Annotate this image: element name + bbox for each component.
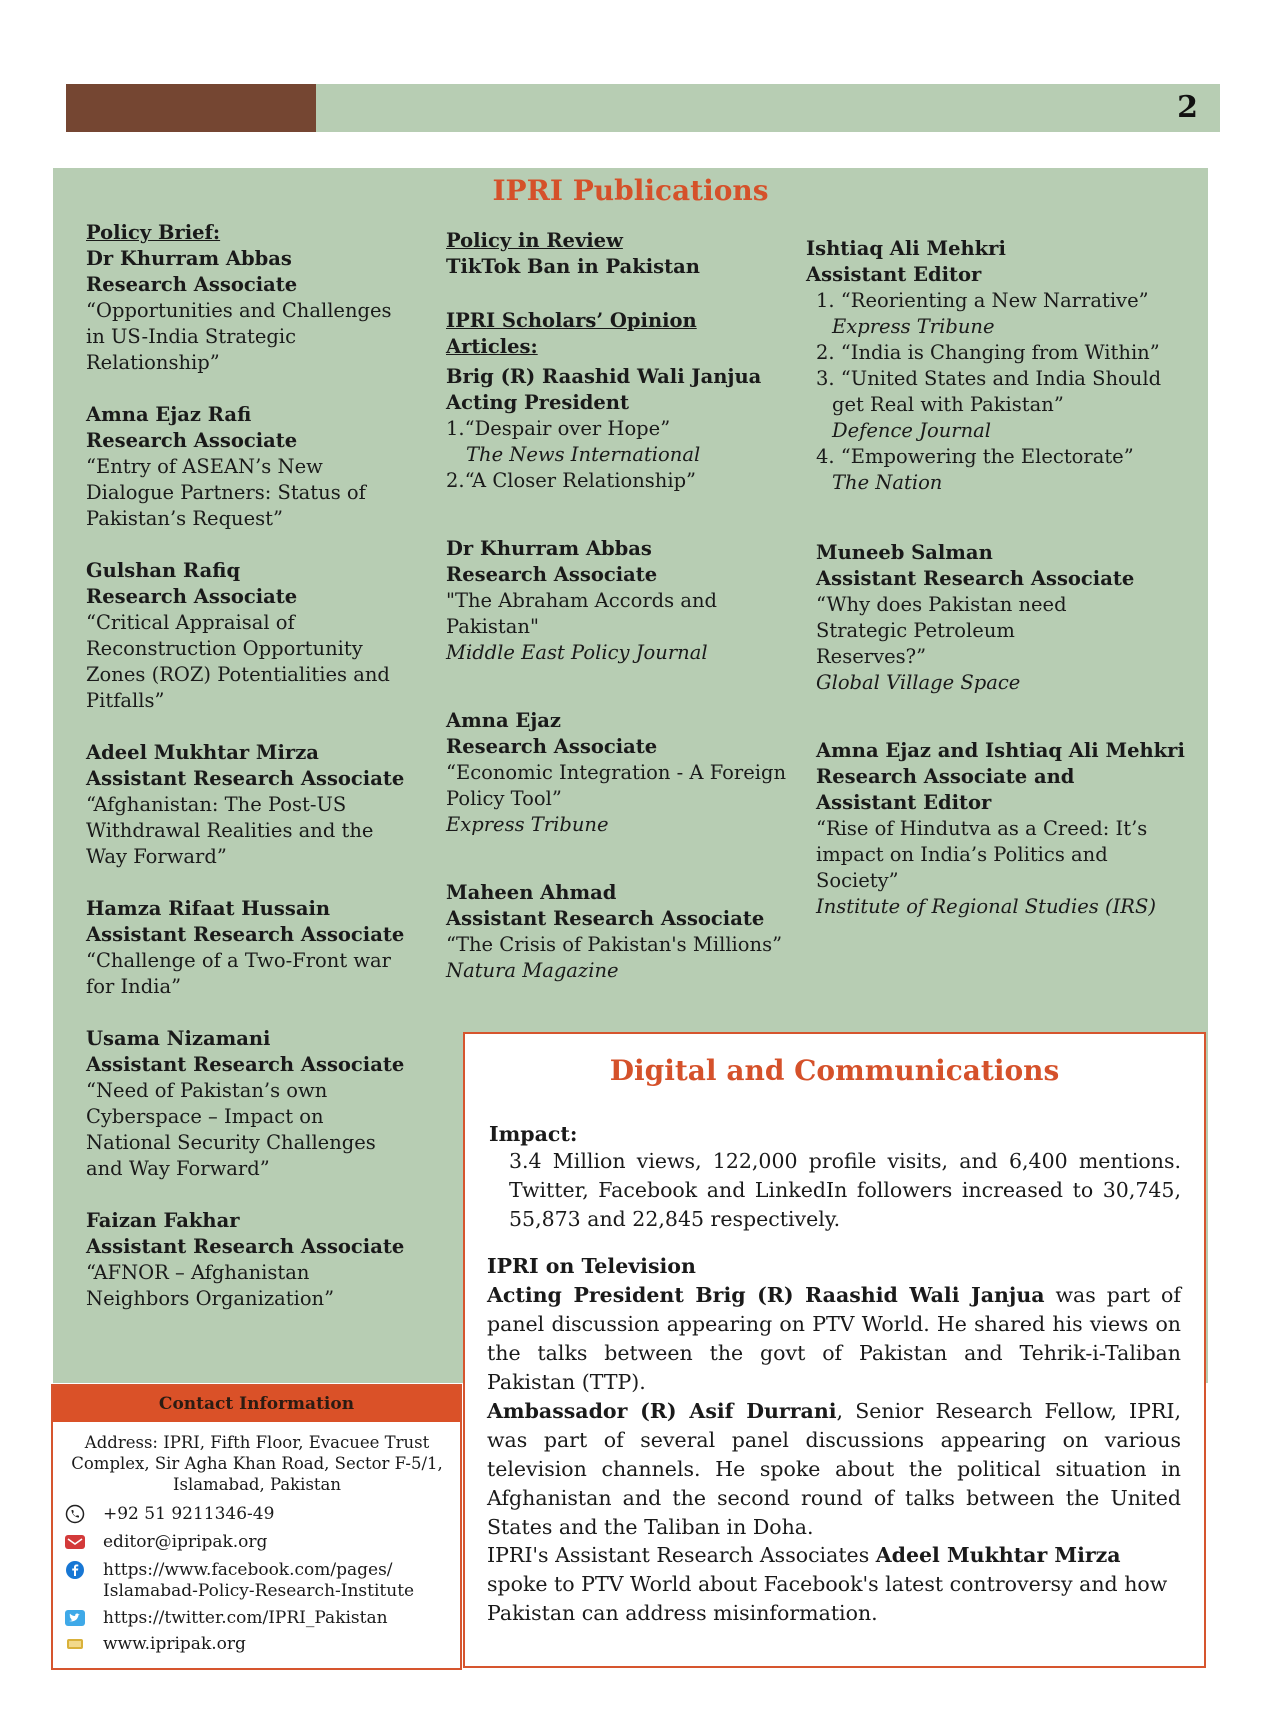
contact-twitter[interactable]: https://twitter.com/IPRI_Pakistan	[103, 1608, 388, 1628]
article-source: Global Village Space	[816, 671, 1021, 694]
publication-entry	[86, 1208, 406, 1312]
author-role: Assistant Research Associate	[86, 923, 405, 946]
publication-entry	[86, 246, 406, 376]
author-name: Dr Khurram Abbas	[446, 537, 652, 560]
author-role: Assistant Research Associate	[816, 567, 1135, 590]
author-role: Research Associate	[446, 563, 658, 586]
facebook-icon	[63, 1560, 87, 1580]
article-source: Express Tribune	[446, 813, 609, 836]
author-role: Research Associate	[86, 273, 298, 296]
contact-website-row	[63, 1634, 246, 1655]
article-title: “Economic Integration - A Foreign Policy Tool”	[446, 761, 787, 810]
author-name: Faizan Fakhar	[86, 1209, 240, 1232]
twitter-icon	[63, 1608, 87, 1628]
durrani-name: Ambassador (R) Asif Durrani	[487, 1399, 837, 1423]
publication-title: “Entry of ASEAN’s New Dialogue Partners: Status of Pakistan’s Request”	[86, 455, 366, 530]
author-name: Gulshan Rafiq	[86, 559, 241, 582]
article-source: Defence Journal	[832, 419, 992, 442]
digital-communications-box	[463, 1032, 1206, 1668]
policy-brief-column	[86, 220, 406, 1312]
mirza-name: Adeel Mukhtar Mirza	[875, 1543, 1121, 1567]
author-role: Assistant Editor	[806, 263, 982, 286]
author-role: Assistant Research Associate	[446, 907, 765, 930]
publication-entry	[86, 896, 406, 1000]
article-source: Express Tribune	[832, 315, 995, 338]
phone-icon	[63, 1504, 87, 1524]
contact-address: Address: IPRI, Fifth Floor, Evacuee Trust Complex, Sir Agha Khan Road, Sector F-5/1, Islamabad, Pakistan	[71, 1433, 443, 1494]
contact-facebook-row	[63, 1560, 414, 1602]
paragraph-text: IPRI's Assistant Research Associates	[487, 1543, 876, 1567]
web-icon	[63, 1634, 87, 1654]
author-name: Adeel Mukhtar Mirza	[86, 741, 319, 764]
contact-phone-row	[63, 1504, 274, 1525]
article-source: The Nation	[832, 471, 943, 494]
article-source: The News International	[466, 443, 701, 466]
paragraph-text: spoke to PTV World about Facebook's latest controversy and how Pakistan can address misinformation.	[487, 1572, 1168, 1625]
article-title: 4. “Empowering the Electorate”	[816, 445, 1134, 468]
publication-entry	[806, 236, 1186, 496]
article-source: Natura Magazine	[446, 959, 619, 982]
publication-entry	[86, 402, 406, 532]
article-title: 2. “India is Changing from Within”	[816, 341, 1160, 364]
author-name: Amna Ejaz	[446, 709, 561, 732]
publication-title: “Need of Pakistan’s own Cyberspace – Impact on National Security Challenges and Way Forward”	[86, 1079, 376, 1180]
publication-entry	[806, 738, 1186, 920]
article-source: Middle East Policy Journal	[446, 641, 708, 664]
impact-text: 3.4 Million views, 122,000 profile visits, and 6,400 mentions. Twitter, Facebook and LinkedIn followers increased to 30,745, 55,873 and 22,845 respectively.	[509, 1149, 1181, 1231]
author-name: Ishtiaq Ali Mehkri	[806, 237, 1006, 260]
article-source: Institute of Regional Studies (IRS)	[816, 895, 1156, 918]
author-name: Hamza Rifaat Hussain	[86, 897, 331, 920]
author-role: Research Associate and Assistant Editor	[816, 765, 1075, 814]
author-role: Research Associate	[86, 429, 298, 452]
policy-in-review-heading: Policy in Review	[446, 229, 623, 252]
digital-communications-title: Digital and Communications	[609, 1054, 1060, 1087]
contact-phone: +92 51 9211346-49	[103, 1504, 275, 1524]
contact-information-box	[51, 1384, 462, 1670]
facebook-url-line1: https://www.facebook.com/pages/	[103, 1560, 393, 1580]
header-accent-block	[66, 84, 316, 132]
author-name: Amna Ejaz Rafi	[86, 403, 252, 426]
author-role: Assistant Research Associate	[86, 767, 405, 790]
publications-title: IPRI Publications	[492, 174, 769, 207]
publication-entry	[86, 740, 406, 870]
publication-entry	[86, 558, 406, 714]
author-name: Muneeb Salman	[816, 541, 993, 564]
tv-paragraph-mirza	[487, 1541, 1181, 1628]
contact-facebook[interactable]	[103, 1560, 414, 1602]
publication-title: “Opportunities and Challenges in US-India Strategic Relationship”	[86, 299, 392, 374]
article-title: “Rise of Hindutva as a Creed: It’s impact on India’s Politics and Society”	[816, 817, 1148, 892]
publication-title: “AFNOR – Afghanistan Neighbors Organization”	[86, 1261, 335, 1310]
article-title: "The Abraham Accords and Pakistan"	[446, 589, 718, 638]
article-title: “The Crisis of Pakistan's Millions”	[446, 933, 783, 956]
facebook-url-line2: Islamabad-Policy-Research-Institute	[103, 1581, 415, 1601]
publication-entry	[446, 708, 791, 838]
contact-twitter-row	[63, 1608, 388, 1629]
paragraph-text: , Senior Research Fellow, IPRI, was part of several panel discussions appearing on various television channels. He spoke about the political situation in Afghanistan and the second round of talks between the United States and the Taliban in Doha.	[487, 1399, 1181, 1539]
publication-entry	[446, 536, 791, 666]
publication-title: “Critical Appraisal of Reconstruction Opportunity Zones (ROZ) Potentialities and Pitfalls”	[86, 611, 390, 712]
opinion-articles-column	[446, 228, 791, 984]
policy-brief-heading: Policy Brief:	[86, 221, 221, 244]
tv-heading: IPRI on Television	[487, 1254, 696, 1278]
article-title: 3. “United States and India Should get Real with Pakistan”	[816, 367, 1162, 416]
author-role: Acting President	[446, 391, 629, 414]
contact-email-row	[63, 1532, 267, 1553]
author-name: Maheen Ahmad	[446, 881, 617, 904]
publication-title: “Challenge of a Two-Front war for India”	[86, 949, 392, 998]
publication-entry	[806, 540, 1186, 696]
paragraph-text: was part of panel discussion appearing on PTV World. He shared his views on the talks between the govt of Pakistan and Tehrik-i-Taliban Pakistan (TTP).	[487, 1283, 1181, 1394]
author-role: Assistant Research Associate	[86, 1053, 405, 1076]
article-title: 1. “Reorienting a New Narrative”	[816, 289, 1149, 312]
header-bar	[66, 84, 1220, 132]
author-role: Research Associate	[446, 735, 658, 758]
policy-in-review-item: TikTok Ban in Pakistan	[446, 255, 700, 278]
author-name: Amna Ejaz and Ishtiaq Ali Mehkri	[816, 739, 1185, 762]
article-title: 1.“Despair over Hope”	[446, 417, 671, 440]
publication-entry	[446, 880, 791, 984]
editor-articles-column	[806, 236, 1186, 920]
author-name: Usama Nizamani	[86, 1027, 271, 1050]
author-name: Dr Khurram Abbas	[86, 247, 292, 270]
tv-paragraph-janjua	[487, 1281, 1181, 1397]
impact-label: Impact:	[489, 1122, 578, 1146]
author-name: Brig (R) Raashid Wali Janjua	[446, 365, 762, 388]
janjua-name: Acting President Brig (R) Raashid Wali Janjua	[487, 1283, 1045, 1307]
article-title: 2.“A Closer Relationship”	[446, 469, 697, 492]
tv-paragraph-durrani	[487, 1397, 1181, 1542]
article-title: “Why does Pakistan need Strategic Petroleum Reserves?”	[816, 593, 1067, 668]
publication-title: “Afghanistan: The Post-US Withdrawal Realities and the Way Forward”	[86, 793, 374, 868]
author-role: Research Associate	[86, 585, 298, 608]
contact-website[interactable]: www.ipripak.org	[103, 1634, 246, 1654]
author-role: Assistant Research Associate	[86, 1235, 405, 1258]
publication-entry	[86, 1026, 406, 1182]
email-icon	[63, 1532, 87, 1552]
publication-entry	[446, 364, 791, 494]
page-number: 2	[1177, 90, 1198, 125]
contact-email[interactable]: editor@ipripak.org	[103, 1532, 268, 1552]
contact-heading: Contact Information	[53, 1386, 460, 1422]
opinion-articles-heading: IPRI Scholars’ Opinion Articles:	[446, 309, 697, 358]
